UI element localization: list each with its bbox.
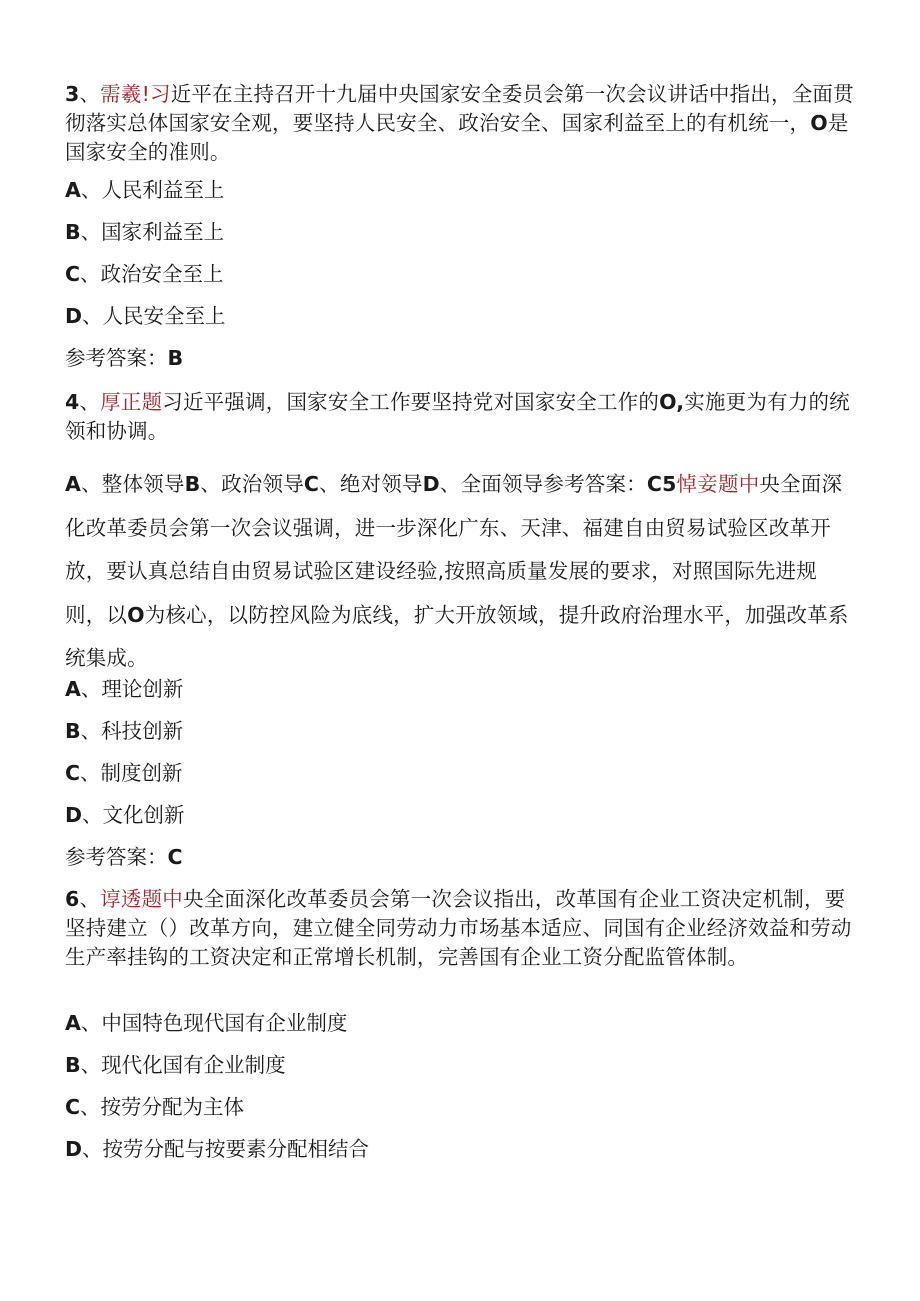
option-text: 中国特色现代国有企业制度 [101,1011,348,1035]
separator: 、 [80,220,102,244]
option-letter: D [65,304,83,328]
separator: 、 [80,262,101,286]
blank-marker: O [810,111,828,135]
question-3-option-b [65,218,224,247]
separator: 、 [80,677,102,701]
question-3 [65,80,855,167]
option-letter: C [65,262,81,286]
question-5-option-d [65,801,185,830]
option-letter: D [65,1137,83,1161]
option-text: 、绝对领导 [319,472,423,496]
question-6 [65,885,855,972]
option-letter: B [184,472,201,496]
answer-label: 参考答案： [65,346,168,370]
option-text: 国家利益至上 [101,220,225,244]
option-text: 理论创新 [101,677,184,701]
separator: 、 [82,803,103,827]
option-letter: C [65,1095,81,1119]
option-text: 、整体领导 [81,472,185,496]
separator: 、 [82,1137,103,1161]
answer-value: B [167,346,184,370]
option-letter: B [65,220,81,244]
blank-marker: O, [659,390,685,414]
question-5-option-c [65,759,183,788]
question-source-tag: 需羲!习 [100,82,171,106]
option-letter: A [65,472,82,496]
question-source-tag: 悼妾题中 [676,472,760,496]
question-6-option-c [65,1093,244,1122]
question-source-tag: 谆透题中 [100,887,183,911]
question-6-option-a [65,1009,347,1038]
question-4-stem [65,388,855,446]
question-3-option-a [65,176,224,205]
separator: 、 [79,390,101,414]
option-text: 政治安全至上 [100,262,224,286]
question-4-options-and-question-5-stem [65,463,855,681]
option-text: 按劳分配与按要素分配相结合 [102,1137,370,1161]
question-text: 实施更为有力的统领和协调。 [65,390,850,443]
question-number: 3 [65,82,80,106]
question-text: 为核心，以防控风险为底线，扩大开放领域，提升政府治理水平，加强改革系统集成。 [65,602,849,670]
separator: 、 [80,761,101,785]
question-number: 6 [65,887,80,911]
option-letter: B [65,719,81,743]
question-number: 4 [65,390,80,414]
blank-marker: O [127,602,145,627]
question-source-tag: 厚正题 [100,390,163,414]
option-letter: D [65,803,83,827]
option-letter: D [422,472,440,496]
question-text: 习近平强调，国家安全工作要坚持党对国家安全工作的 [162,390,660,414]
option-text: 人民利益至上 [101,178,225,202]
option-letter: A [65,178,81,202]
run-on-paragraph [65,463,855,681]
answer-label: 参考答案： [65,845,168,869]
answer-value: C [167,845,183,869]
option-letter: C [303,472,320,496]
separator: 、 [80,178,102,202]
separator: 、 [80,1095,101,1119]
separator: 、 [82,304,103,328]
answer-and-question-number: C5 [646,472,677,496]
option-text: 、政治领导 [200,472,304,496]
option-text: 人民安全至上 [102,304,226,328]
option-letter: C [65,761,81,785]
separator: 、 [79,887,101,911]
question-6-option-b [65,1051,286,1080]
question-3-option-c [65,260,224,289]
option-text: 现代化国有企业制度 [101,1053,286,1077]
question-5-answer [65,843,183,872]
question-text: 央全面深化改革委员会第一次会议强调，进一步深化广东、天津、福建自由贸易试验区改革开放，要认真总结自由贸易试验区建设经验,按照高质量发展的要求，对照国际先进规则，以 [65,472,843,627]
question-text: 近平在主持召开十九届中央国家安全委员会第一次会议讲话中指出，全面贯彻落实总体国家安全观，要坚持人民安全、政治安全、国家利益至上的有机统一， [65,82,854,135]
option-text: 科技创新 [101,719,184,743]
question-5-option-a [65,675,183,704]
question-text: 是国家安全的准则。 [65,111,849,164]
option-letter: A [65,677,81,701]
question-4 [65,388,855,446]
separator: 、 [79,82,101,106]
question-3-answer [65,344,183,373]
option-text: 制度创新 [100,761,183,785]
option-text: 、全面领导参考答案： [439,472,647,496]
option-letter: B [65,1053,81,1077]
option-letter: A [65,1011,81,1035]
question-text: 央全面深化改革委员会第一次会议指出，改革国有企业工资决定机制，要坚持建立（）改革方向，建立健全同劳动力市场基本适应、同国有企业经济效益和劳动生产率挂钩的工资决定和正常增长机制，完善国有企业工资分配监管体制。 [65,887,852,969]
separator: 、 [80,1053,102,1077]
question-6-stem [65,885,855,972]
question-6-option-d [65,1135,369,1164]
separator: 、 [80,719,102,743]
question-3-option-d [65,302,226,331]
question-3-stem [65,80,855,167]
option-text: 文化创新 [102,803,185,827]
option-text: 按劳分配为主体 [100,1095,245,1119]
separator: 、 [80,1011,102,1035]
question-5-option-b [65,717,183,746]
